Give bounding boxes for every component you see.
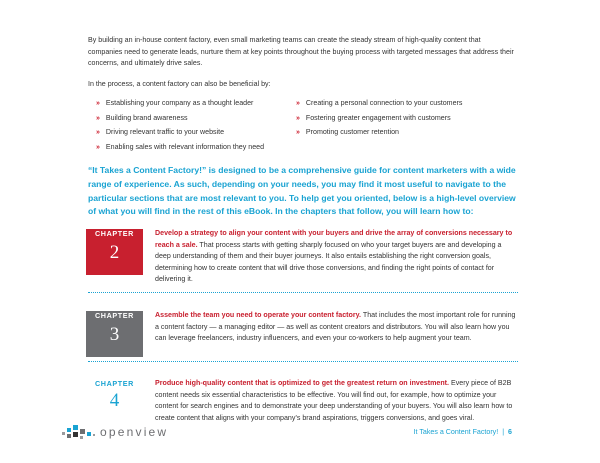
chapter-body: Every piece of B2B content needs six essential characteristics to be effective. You will find out, for example, how to optimize your content for search engines and to demonstrate your deep understanding of your buyers. You will also learn how to create content that aligns with your company’s brand aspirations, triggers conversions, and goes viral. (155, 379, 513, 422)
footer-separator: | (502, 428, 505, 436)
page-number: 6 (508, 428, 512, 436)
chapter-badge (86, 311, 143, 357)
openview-logo (60, 423, 180, 443)
chapter-description (155, 378, 519, 424)
list-item: » Promoting customer retention (296, 128, 399, 136)
list-item: » Creating a personal connection to your customers (296, 99, 463, 107)
list-item: » Building brand awareness (96, 113, 188, 122)
chapter-lead: Produce high-quality content that is optimized to get the greatest return on investment. (155, 379, 450, 387)
intro-lead-in: In the process, a content factory can also be beneficial by: (88, 80, 271, 88)
chapter-body: That includes the most important role for running a content factory — a managing editor — as well as content creators and distributors. You will also learn how you can leverage freelancers, industry influencers, and even your co-workers to help augment your team. (155, 311, 516, 342)
chapter-badge (86, 379, 143, 425)
bullet-marker-icon: » (296, 100, 300, 107)
list-item: » Enabling sales with relevant information they need (96, 142, 265, 151)
list-item: » Driving relevant traffic to your website (96, 128, 225, 136)
benefits-column-left (96, 98, 296, 156)
chapter-badge (86, 229, 143, 275)
bullet-marker-icon: » (296, 114, 300, 122)
chapter-number: 3 (109, 324, 120, 345)
chapter-label: CHAPTER (95, 311, 134, 320)
footer-title: It Takes a Content Factory! (413, 428, 499, 436)
bullet-marker-icon: » (96, 129, 100, 136)
pixel-squares-logo-icon (60, 423, 98, 443)
bullet-marker-icon: » (96, 114, 100, 122)
chapter-lead: Develop a strategy to align your content with your buyers and drive the array of conversions necessary to reach a sale. (155, 229, 513, 249)
chapter-lead: Assemble the team you need to operate your content factory. (155, 311, 362, 319)
page-footer (414, 428, 512, 436)
chapter-number: 4 (109, 390, 120, 411)
chapter-description (155, 228, 519, 286)
list-item: » Establishing your company as a thought leader (96, 99, 254, 107)
bullet-marker-icon: » (296, 129, 300, 136)
section-divider (88, 361, 518, 362)
chapter-description (155, 310, 519, 345)
intro-paragraph: By building an in-house content factory, even small marketing teams can create the steady stream of high-quality content that companies need to generate leads, nurture them at key points throughout the buying process with targeted messages that address their concerns, and ultimately drive sales. (88, 36, 514, 67)
chapter-label: CHAPTER (95, 229, 134, 238)
chapter-body: That process starts with getting sharply focused on who your target buyers are and developing a deep understanding of them and their buyer journeys. It also entails establishing the right conversion goals, determining how to create content that will drive those conversions, and finding the right points of contact for delivering it. (155, 240, 502, 283)
section-divider (88, 292, 518, 293)
chapter-label: CHAPTER (95, 379, 134, 388)
bullet-marker-icon: » (96, 100, 100, 107)
bullet-marker-icon: » (96, 143, 100, 151)
benefits-column-right (296, 98, 516, 142)
list-item: » Fostering greater engagement with customers (296, 113, 451, 122)
chapter-number: 2 (109, 242, 120, 263)
guide-callout: “It Takes a Content Factory!” is designed to be a comprehensive guide for content marketers with a wide range of experience. As such, depending on your needs, you may find it most useful to navigate to the particular sections that are most relevant to you. To help get you oriented, below is a high-level overview of what you will find in the rest of this eBook. In the chapters that follow, you will learn how to: (88, 165, 516, 217)
logo-wordmark: openview (100, 425, 169, 439)
